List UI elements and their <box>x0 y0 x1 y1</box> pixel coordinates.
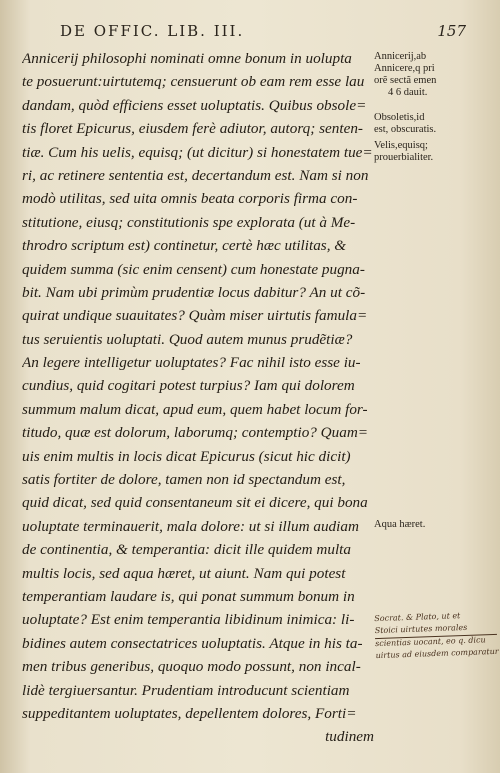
text-line: tis floret Epicurus, eiusdem ferè adiutor, autorq; senten- <box>22 120 363 138</box>
text-line: uis enim multis in locis dicat Epicurus (sicut hic dicit) <box>22 447 351 465</box>
text-line: summum malum dicat, apud eum, quem habet locum for- <box>22 400 368 418</box>
text-line: quid dicat, sed quid consentaneum sit ei dicere, qui bona <box>22 494 368 512</box>
text-line: satis fortiter de dolore, tamen non id spectandum est, <box>22 471 346 489</box>
text-line: uoluptate terminauerit, mala dolore: ut si illum audiam <box>22 517 359 535</box>
text-line: bidines autem consectatrices uoluptatis. Atque in his ta- <box>22 634 363 652</box>
page-number: 157 <box>437 22 466 40</box>
text-line: lidè tergiuersantur. Prudentiam introducunt scientiam <box>22 681 350 699</box>
margin-note-aqua-haeret: Aqua hæret. <box>374 519 426 530</box>
text-line: quirat undique suauitates? Quàm miser uirtutis famula= <box>22 307 368 325</box>
text-line: Annicerij philosophi nominati omne bonum in uolupta <box>22 50 352 67</box>
text-line: bit. Nam ubi primùm prudentiæ locus dabitur? An ut cõ- <box>22 283 366 301</box>
text-line: dandam, quòd efficiens esset uoluptatis. Quibus obsole= <box>22 96 367 114</box>
text-line: multis locis, sed aqua hæret, ut aiunt. Nam qui potest <box>22 564 346 582</box>
text-line: tiæ. Cum his uelis, equisq; (ut dicitur) si honestatem tue= <box>22 143 373 161</box>
text-line: ri, ac retinere sententia est, decertandum est. Nam si non <box>22 166 369 184</box>
text-line: titudo, quæ est dolorum, laborumq; contemptio? Quam= <box>22 424 369 442</box>
main-text-block <box>22 47 374 749</box>
text-line: te posuerunt:uirtutemq; censuerunt ob eam rem esse lau <box>22 73 365 91</box>
text-line: quidem summa (sic enim censent) cum honestate pugna- <box>22 260 365 278</box>
running-title: DE OFFIC. LIB. III. <box>60 22 245 40</box>
handwritten-annotation: Socrat. & Plato, ut et Stoici uirtutes morales scientias uocant, eo q. dicu uirtus ad eiusdem comparatur <box>374 611 499 661</box>
text-line: temperantiam laudare is, qui ponat summum bonum in <box>22 587 355 605</box>
text-line: de continentia, & temperantia: dicit ille quidem multa <box>22 541 352 559</box>
margin-note-obsoletis: Obsoletis,id est, obscuratis. <box>374 112 437 135</box>
text-line: tus seruientis uoluptati. Quod autem munus prudẽtiæ? <box>22 330 353 348</box>
text-line: cundius, quid cogitari potest turpius? Iam qui dolorem <box>22 377 355 395</box>
margin-note-velis: Velis,equisq; prouerbialiter. <box>374 140 434 163</box>
text-line: throdro scriptum est) continetur, certè hæc utilitas, & <box>22 237 347 255</box>
text-line: uoluptate? Est enim temperantia libidinum inimica: li- <box>22 611 355 629</box>
text-line-catchword: tudinem <box>325 728 374 746</box>
text-line: men tribus generibus, quoquo modo possunt, non incal- <box>22 658 361 676</box>
margin-note-annicerij: Annicerij,ab Annicere,q pri orẽ sectã emen 4 6 dauit. <box>374 51 437 98</box>
running-header <box>60 22 466 42</box>
text-line: suppeditantem uoluptates, depellentem dolores, Forti= <box>22 704 357 722</box>
text-line: stitutione, eiusq; constitutionis spe explorata (ut à Me- <box>22 213 356 231</box>
text-line: An legere intelligetur uoluptates? Fac nihil isto esse iu- <box>22 354 361 372</box>
text-line: modò utilitas, sed uita omnis beata corporis firma con- <box>22 190 358 208</box>
